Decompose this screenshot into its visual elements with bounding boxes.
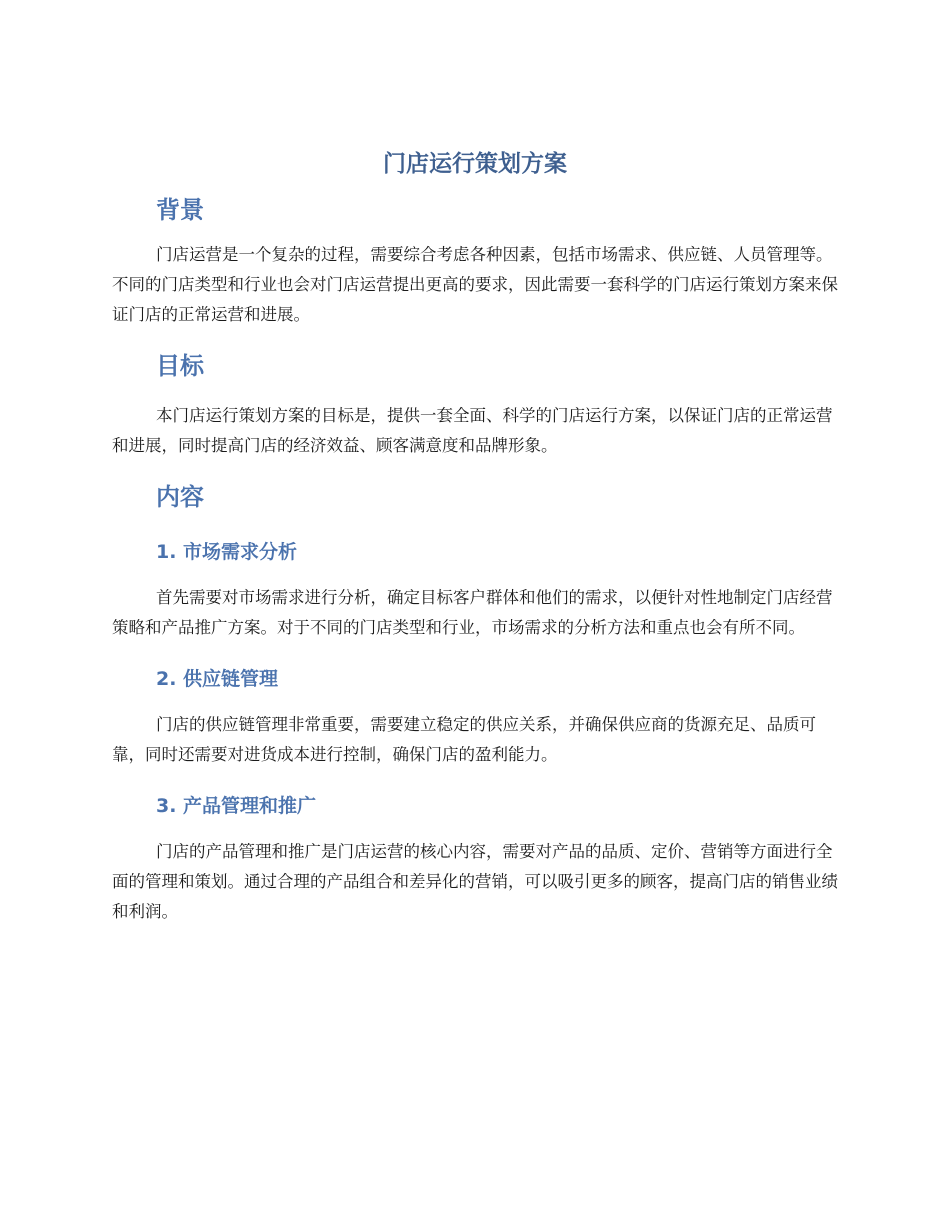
subsection-paragraph-supply-chain: 门店的供应链管理非常重要，需要建立稳定的供应关系，并确保供应商的货源充足、品质可靠，同时还需要对进货成本进行控制，确保门店的盈利能力。	[112, 715, 816, 764]
section-content	[112, 479, 838, 927]
subsection-paragraph-product-management: 门店的产品管理和推广是门店运营的核心内容，需要对产品的品质、定价、营销等方面进行全面的管理和策划。通过合理的产品组合和差异化的营销，可以吸引更多的顾客，提高门店的销售业绩和利润。	[112, 842, 838, 921]
section-heading-content: 内容	[156, 483, 204, 511]
subsection-paragraph-market-analysis: 首先需要对市场需求进行分析，确定目标客户群体和他们的需求，以便针对性地制定门店经营策略和产品推广方案。对于不同的门店类型和行业，市场需求的分析方法和重点也会有所不同。	[112, 588, 833, 637]
section-heading-goal: 目标	[156, 352, 204, 380]
subsection-market-analysis	[112, 537, 838, 643]
section-background	[112, 192, 838, 330]
document-title: 门店运行策划方案	[383, 151, 567, 177]
section-heading-background: 背景	[156, 196, 204, 224]
subsection-supply-chain	[112, 664, 838, 770]
section-paragraph-background: 门店运营是一个复杂的过程，需要综合考虑各种因素，包括市场需求、供应链、人员管理等。不同的门店类型和行业也会对门店运营提出更高的要求，因此需要一套科学的门店运行策划方案来保证门店的正常运营和进展。	[112, 245, 838, 324]
subsection-heading-product-management: 3. 产品管理和推广	[156, 795, 317, 817]
subsection-product-management	[112, 791, 838, 927]
section-goal	[112, 348, 838, 461]
section-paragraph-goal: 本门店运行策划方案的目标是，提供一套全面、科学的门店运行方案，以保证门店的正常运营和进展，同时提高门店的经济效益、顾客满意度和品牌形象。	[112, 406, 833, 455]
subsection-heading-market-analysis: 1. 市场需求分析	[156, 541, 298, 563]
subsection-heading-supply-chain: 2. 供应链管理	[156, 668, 279, 690]
